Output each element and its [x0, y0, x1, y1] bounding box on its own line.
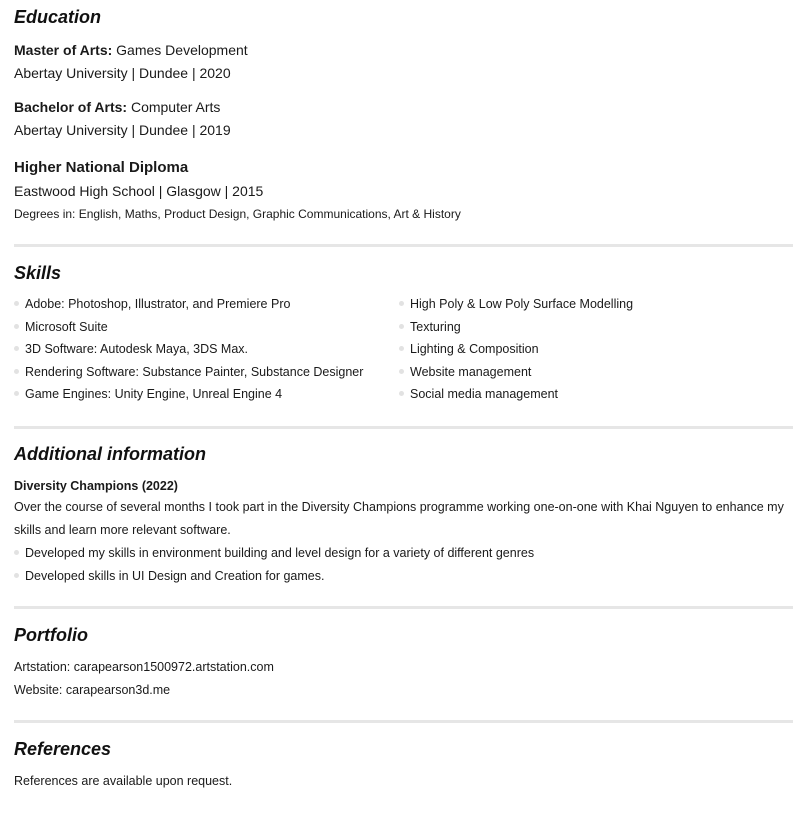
additional-bullets — [14, 545, 534, 590]
skills-title: Skills — [14, 263, 62, 283]
additional-heading: Diversity Champions (2022) — [14, 479, 178, 493]
references-title: References — [14, 739, 112, 759]
skill-item: Rendering Software: Substance Painter, Substance Designer — [14, 364, 363, 387]
skill-item: 3D Software: Autodesk Maya, 3DS Max. — [14, 341, 363, 364]
skill-item: Lighting & Composition — [399, 341, 633, 364]
divider-skills — [14, 426, 793, 429]
portfolio-website: Website: carapearson3d.me — [14, 683, 171, 697]
education-entry-3-note: Degrees in: English, Maths, Product Design, Graphic Communications, Art & History — [14, 207, 461, 221]
skill-item: Adobe: Photoshop, Illustrator, and Premiere Pro — [14, 296, 363, 319]
education-entry-1-title — [14, 41, 248, 59]
skill-item: Game Engines: Unity Engine, Unreal Engine 4 — [14, 386, 363, 409]
divider-portfolio — [14, 720, 793, 723]
portfolio-title: Portfolio — [14, 625, 88, 645]
portfolio-artstation: Artstation: carapearson1500972.artstation.com — [14, 660, 274, 674]
divider-education — [14, 244, 793, 247]
education-entry-2-detail: Abertay University | Dundee | 2019 — [14, 122, 231, 138]
education-entry-2-subject: Computer Arts — [130, 99, 221, 115]
additional-bullet: Developed skills in UI Design and Creation for games. — [14, 568, 534, 591]
skill-item: Website management — [399, 364, 633, 387]
skills-right-column — [399, 296, 633, 409]
education-entry-3-title — [14, 159, 188, 177]
skill-item: Texturing — [399, 319, 633, 342]
education-entry-1-degree: Master of Arts: — [14, 42, 113, 58]
education-entry-3-degree: Higher National Diploma — [14, 159, 189, 176]
education-entry-3-detail: Eastwood High School | Glasgow | 2015 — [14, 183, 264, 199]
education-entry-2-title — [14, 98, 220, 116]
additional-bullet: Developed my skills in environment building and level design for a variety of different genres — [14, 545, 534, 568]
skill-item: Social media management — [399, 386, 633, 409]
education-entry-1-subject: Games Development — [116, 42, 248, 58]
education-title: Education — [14, 7, 102, 27]
education-entry-2-degree: Bachelor of Arts: — [14, 99, 128, 115]
references-text: References are available upon request. — [14, 774, 233, 788]
divider-additional — [14, 606, 793, 609]
additional-title: Additional information — [14, 444, 206, 464]
education-entry-1-detail: Abertay University | Dundee | 2020 — [14, 65, 231, 81]
skills-left-column — [14, 296, 363, 409]
additional-paragraph: Over the course of several months I took part in the Diversity Champions programme working one-on-one with Khai Nguyen to enhance my skills and learn more relevant software. — [14, 500, 784, 537]
skill-item: High Poly & Low Poly Surface Modelling — [399, 296, 633, 319]
skill-item: Microsoft Suite — [14, 319, 363, 342]
